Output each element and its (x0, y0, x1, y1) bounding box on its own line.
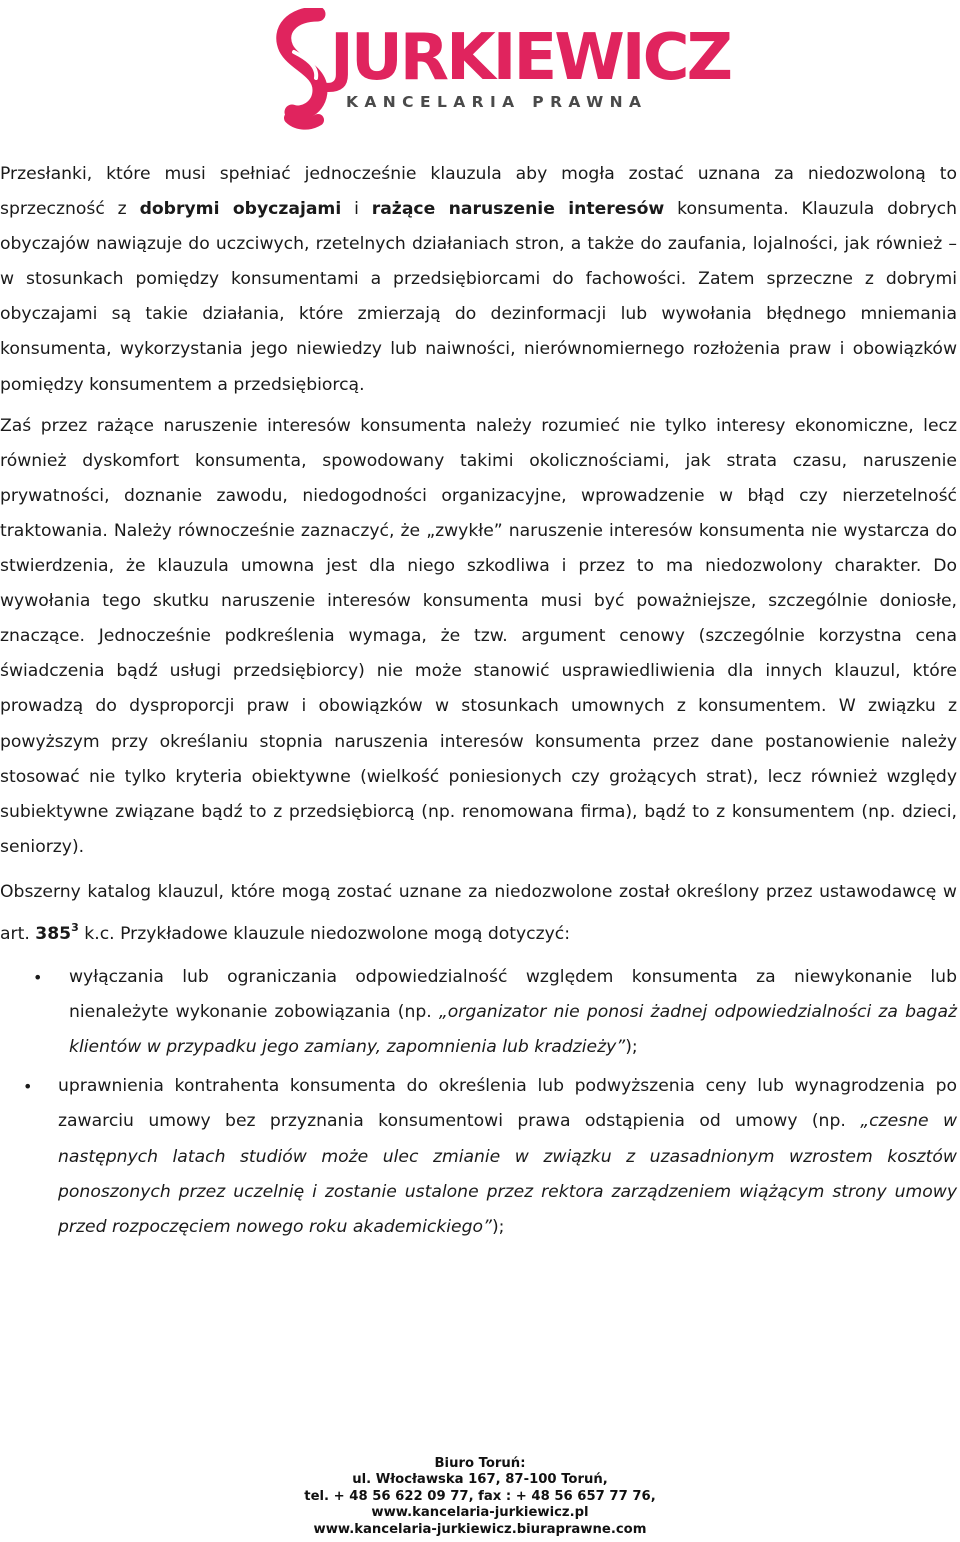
bold-term-good-practice: dobrymi obyczajami (139, 199, 342, 220)
text-run: konsumenta. Klauzula dobrych obyczajów nawiązuje do uczciwych, rzetelnych działaniach stron, a także do zaufania, lojalności, jak również – w stosunkach pomiędzy konsumentami a przedsiębiorcami do fachowości. Zatem sprzeczne z dobrymi obyczajami są takie działania, które zmierzają do dezinformacji lub wywołania błędnego mniemania konsumenta, wykorzystania jego niewiedzy lub naiwności, nierównomiernego rozłożenia praw i obowiązków pomiędzy konsumentem a przedsiębiorcą. (0, 199, 958, 395)
list-item (0, 960, 957, 1065)
office-address: ul. Włocławska 167, 87-100 Toruń, (352, 1472, 608, 1488)
website-link-secondary[interactable]: www.kancelaria-jurkiewicz.biuraprawne.com (313, 1521, 647, 1537)
article-number: 385 (35, 923, 72, 944)
office-label: Biuro Toruń: (434, 1456, 526, 1471)
document-body (0, 157, 957, 1245)
paragraph-clause-conditions (0, 157, 957, 403)
text-run: ); (625, 1037, 638, 1058)
example-quote: „czesne w następnych latach studiów może ulec zmianie w związku z uzasadnionym wzrostem kosztów ponoszonych przez uczelnię i zostanie ustalone przez rektora zarządzeniem wiążącym strony umowy przed rozpoczęciem nowego roku akademickiego” (58, 1111, 957, 1237)
bullet-icon: • (23, 1077, 33, 1097)
example-quote: „organizator nie ponosi żadnej odpowiedzialności za bagaż klientów w przypadku jego zamiany, zapomnienia lub kradzieży” (69, 1002, 957, 1058)
list-item (0, 1069, 957, 1244)
text-run: ); (491, 1216, 505, 1237)
clause-examples-list (0, 960, 957, 1245)
paragraph-catalogue (0, 875, 957, 952)
text-run: Przesłanki, które musi spełniać jednocześnie klauzula aby mogła zostać uznana za niedozwoloną to sprzeczność z (0, 164, 957, 220)
text-run: uprawnienia kontrahenta konsumenta do określenia lub podwyższenia ceny lub wynagrodzenia po zawarciu umowy bez przyznania konsumentowi prawa odstąpienia od umowy (np. (58, 1076, 957, 1132)
office-phone-fax: tel. + 48 56 622 09 77, fax : + 48 56 657 77 76, (304, 1488, 656, 1504)
brand-subtitle: KANCELARIA PRAWNA (346, 93, 648, 111)
bullet-icon: • (33, 968, 43, 988)
text-run: wyłączania lub ograniczania odpowiedzialność względem konsumenta za niewykonanie lub nienależyte wykonanie zobowiązania (np. (69, 967, 957, 1023)
article-superscript: 3 (71, 920, 79, 934)
brand-name: JURKIEWICZ (330, 21, 730, 95)
text-run: i (341, 199, 372, 220)
text-run: Obszerny katalog klauzul, które mogą zostać uznane za niedozwolone został określony przez ustawodawcę w art. (0, 881, 957, 944)
text-run: k.c. Przykładowe klauzule niedozwolone mogą dotyczyć: (78, 923, 571, 944)
footer-contact (0, 1456, 960, 1538)
bold-term-gross-violation: rażące naruszenie interesów (371, 199, 665, 220)
website-link[interactable]: www.kancelaria-jurkiewicz.pl (371, 1505, 589, 1521)
paragraph-consumer-interests: Zaś przez rażące naruszenie interesów konsumenta należy rozumieć nie tylko interesy ekonomiczne, lecz również dyskomfort konsumenta, spowodowany takimi okolicznościami, jak strata czasu, naruszenie prywatności, doznanie zawodu, niedogodności organizacyjne, wprowadzenie w błąd czy nierzetelność traktowania. Należy równocześnie zaznaczyć, że „zwykłe” naruszenie interesów konsumenta nie wystarcza do stwierdzenia, że klauzula umowna jest dla niego szkodliwa i przez to ma niedozwolony charakter. Do wywołania tego skutku naruszenie interesów konsumenta musi być poważniejsze, szczególnie doniosłe, znaczące. Jednocześnie podkreślenia wymaga, że tzw. argument cenowy (szczególnie korzystna cena świadczenia bądź usługi przedsiębiorcy) nie może stanowić usprawiedliwienia dla innych klauzul, które prowadzą do dysproporcji praw i obowiązków w stosunkach umownych z konsumentem. W związku z powyższym przy określaniu stopnia naruszenia interesów konsumenta przez dane postanowienie należy stosować nie tylko kryteria obiektywne (wielkość poniesionych czy grożących strat), lecz również względy subiektywne związane bądź to z przedsiębiorcą (np. renomowana firma), bądź to z konsumentem (np. dzieci, seniorzy). (0, 415, 957, 857)
